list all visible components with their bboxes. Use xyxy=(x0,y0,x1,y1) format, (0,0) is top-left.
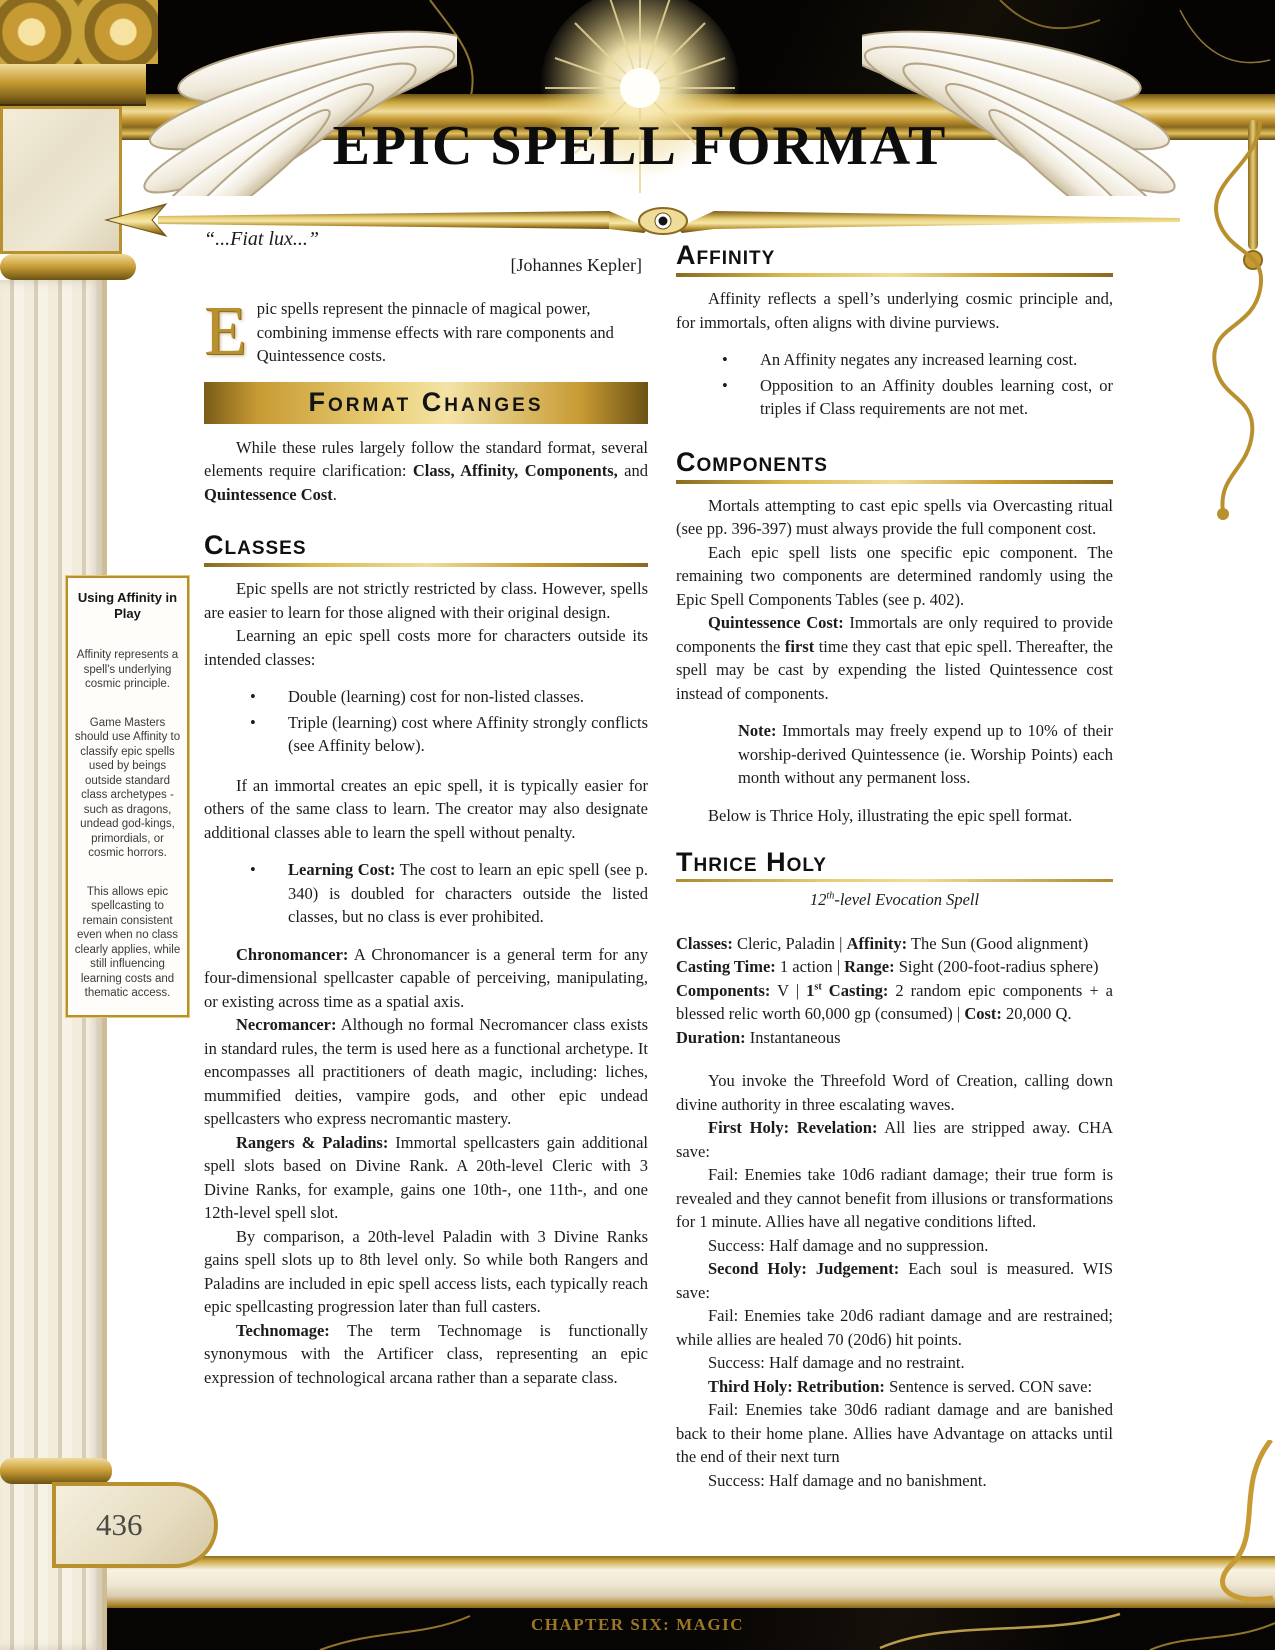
classes-p1: Epic spells are not strictly restricted by class. However, spells are easier to learn for those aligned with their original design. xyxy=(204,579,648,622)
classes-rule xyxy=(204,563,648,567)
third-holy-success: Success: Half damage and no banishment. xyxy=(708,1470,987,1490)
list-item: • Triple (learning) cost where Affinity strongly conflicts (see Affinity below). xyxy=(250,711,648,758)
list-item: • Opposition to an Affinity doubles learning cost, or triples if Class requirements are not met. xyxy=(722,374,1113,421)
spell-stat-components: Components: V | 1st Casting: 2 random epic components + a blessed relic worth 60,000 gp (consumed) | Cost: 20,000 Q. xyxy=(676,980,1113,1023)
spell-stat-classes: Classes: Cleric, Paladin | Affinity: The Sun (Good alignment) xyxy=(676,933,1089,953)
corner-curl-icon xyxy=(1215,1440,1275,1610)
sidebar-title: Using Affinity in Play xyxy=(77,590,178,621)
rangers-paladins-paragraph: Rangers & Paladins: Immortal spellcasters gain additional spell slots based on Divine Rank. A 20th-level Cleric with 3 Divine Ranks, for example, gains one 10th-, one 11th-, and one 12th-level spell slot. xyxy=(204,1132,648,1222)
components-heading: Components xyxy=(676,446,828,477)
right-column xyxy=(676,240,1113,1492)
filigree-right-icon xyxy=(1160,120,1275,520)
affinity-bullets xyxy=(676,348,1113,421)
first-holy-success: Success: Half damage and no suppression. xyxy=(708,1235,989,1255)
technomage-paragraph: Technomage: The term Technomage is functionally synonymous with the Artificer class, representing an epic expression of technological arcana rather than a separate class. xyxy=(204,1320,648,1387)
components-p1: Mortals attempting to cast epic spells via Overcasting ritual (see pp. 396-397) must always provide the full component cost. xyxy=(676,495,1113,538)
drop-cap: E xyxy=(204,293,247,370)
spell-title: Thrice Holy xyxy=(676,847,827,877)
classes-p3: If an immortal creates an epic spell, it is typically easier for others of the same class to learn. The creator may also designate additional classes able to learn the spell without penalty. xyxy=(204,775,648,842)
sidebar-p3: This allows epic spellcasting to remain consistent even when no class clearly applies, while still influencing learning costs and thematic access. xyxy=(74,885,181,999)
components-p2: Each epic spell lists one specific epic component. The remaining two components are determined randomly using the Epic Spell Components Tables (see p. 402). xyxy=(676,542,1113,609)
pillar-capital-scrolls xyxy=(0,0,158,64)
classes-heading: Classes xyxy=(204,530,307,560)
second-holy-success: Success: Half damage and no restraint. xyxy=(708,1353,965,1372)
list-item: • An Affinity negates any increased learning cost. xyxy=(722,348,1113,372)
epigraph-attribution: [Johannes Kepler] xyxy=(510,254,642,275)
format-changes-banner xyxy=(204,382,648,424)
sidebar-p2: Game Masters should use Affinity to classify epic spells used by beings outside standard class archetypes - such as dragons, undead god-kings, primordials, or cosmic horrors. xyxy=(74,716,181,859)
learning-cost-bullet: • Learning Cost: The cost to learn an epic spell (see p. 340) is doubled for characters outside the listed classes, but no class is ever prohibited. xyxy=(250,858,648,929)
third-holy-fail: Fail: Enemies take 30d6 radiant damage and are banished back to their home plane. Allies have Advantage on attacks until the end of their next turn xyxy=(676,1400,1113,1466)
page-title: EPIC SPELL FORMAT xyxy=(332,115,948,177)
epigraph-quote: “...Fiat lux...” xyxy=(204,228,320,250)
spell-stat-duration: Duration: Instantaneous xyxy=(676,1027,841,1047)
below-line: Below is Thrice Holy, illustrating the epic spell format. xyxy=(708,805,1073,825)
affinity-heading: Affinity xyxy=(676,240,776,270)
chapter-footer: CHAPTER SIX: MAGIC xyxy=(530,1615,745,1634)
second-holy-fail: Fail: Enemies take 20d6 radiant damage and are restrained; while allies are healed 70 (20d6) hit points. xyxy=(676,1306,1113,1349)
spell-stat-casting: Casting Time: 1 action | Range: Sight (200-foot-radius sphere) xyxy=(676,957,1099,976)
spell-subtitle: 12th-level Evocation Spell xyxy=(809,890,980,909)
classes-bullets xyxy=(204,685,648,758)
list-item: • Double (learning) cost for non-listed classes. xyxy=(250,685,648,709)
note-block: Note: Immortals may freely expend up to 10% of their worship-derived Quintessence (ie. Worship Points) each month without any permanent loss. xyxy=(738,721,1113,787)
format-changes-paragraph: While these rules largely follow the standard format, several elements require clarification: Class, Affinity, Components, and Quintessence Cost. xyxy=(204,437,648,504)
spell-rule xyxy=(676,879,1113,882)
pillar-capital-torus xyxy=(0,254,136,280)
first-holy-fail: Fail: Enemies take 10d6 radiant damage; their true form is revealed and they cannot benefit from illusions or transformations for 1 minute. Allies have all negative conditions lifted. xyxy=(676,1165,1113,1231)
affinity-sidebar xyxy=(66,576,189,1017)
intro-paragraph: Epic spells represent the pinnacle of magical power, combining immense effects with rare components and Quintessence costs. xyxy=(204,293,614,370)
affinity-rule xyxy=(676,273,1113,277)
sidebar-p1: Affinity represents a spell's underlying cosmic principle. xyxy=(76,649,179,690)
page-number-cartouche xyxy=(52,1482,218,1568)
chronomancer-paragraph: Chronomancer: A Chronomancer is a general term for any four-dimensional spellcaster capable of perceiving, manipulating, or existing across time as a spatial axis. xyxy=(204,944,648,1011)
left-column xyxy=(204,228,648,1389)
format-changes-title: Format Changes xyxy=(308,386,544,417)
necromancer-paragraph: Necromancer: Although no formal Necromancer class exists in standard rules, the term is used here as a functional archetype. It encompasses all practitioners of death magic, including: liches, mummified deities, vampire gods, and other epic undead spellcasters who express necromantic mastery. xyxy=(204,1015,648,1128)
pillar-capital-block xyxy=(0,64,146,106)
comparison-paragraph: By comparison, a 20th-level Paladin with 3 Divine Ranks gains spell slots up to 8th level only. So while both Rangers and Paladins are included in epic spell access lists, each typically reach epic spellcasting progression later than full casters. xyxy=(204,1226,648,1316)
second-holy-line: Second Holy: Judgement: Each soul is measured. WIS save: xyxy=(676,1259,1114,1302)
spell-description: You invoke the Threefold Word of Creation, calling down divine authority in three escalating waves. xyxy=(676,1071,1113,1114)
quintessence-paragraph: Quintessence Cost: Immortals are only required to provide components the first time they cast that epic spell. Thereafter, the spell may be cast by expending the listed Quintessence cost instead of components. xyxy=(676,613,1113,703)
pillar-base-collar xyxy=(0,1458,112,1484)
first-holy-line: First Holy: Revelation: All lies are stripped away. CHA save: xyxy=(676,1118,1113,1161)
page-number: 436 xyxy=(96,1507,143,1542)
classes-p2: Learning an epic spell costs more for characters outside its intended classes: xyxy=(204,626,648,669)
components-rule xyxy=(676,480,1113,484)
third-holy-line: Third Holy: Retribution: Sentence is served. CON save: xyxy=(708,1376,1093,1396)
affinity-p1: Affinity reflects a spell’s underlying cosmic principle and, for immortals, often aligns with divine purviews. xyxy=(676,289,1113,332)
